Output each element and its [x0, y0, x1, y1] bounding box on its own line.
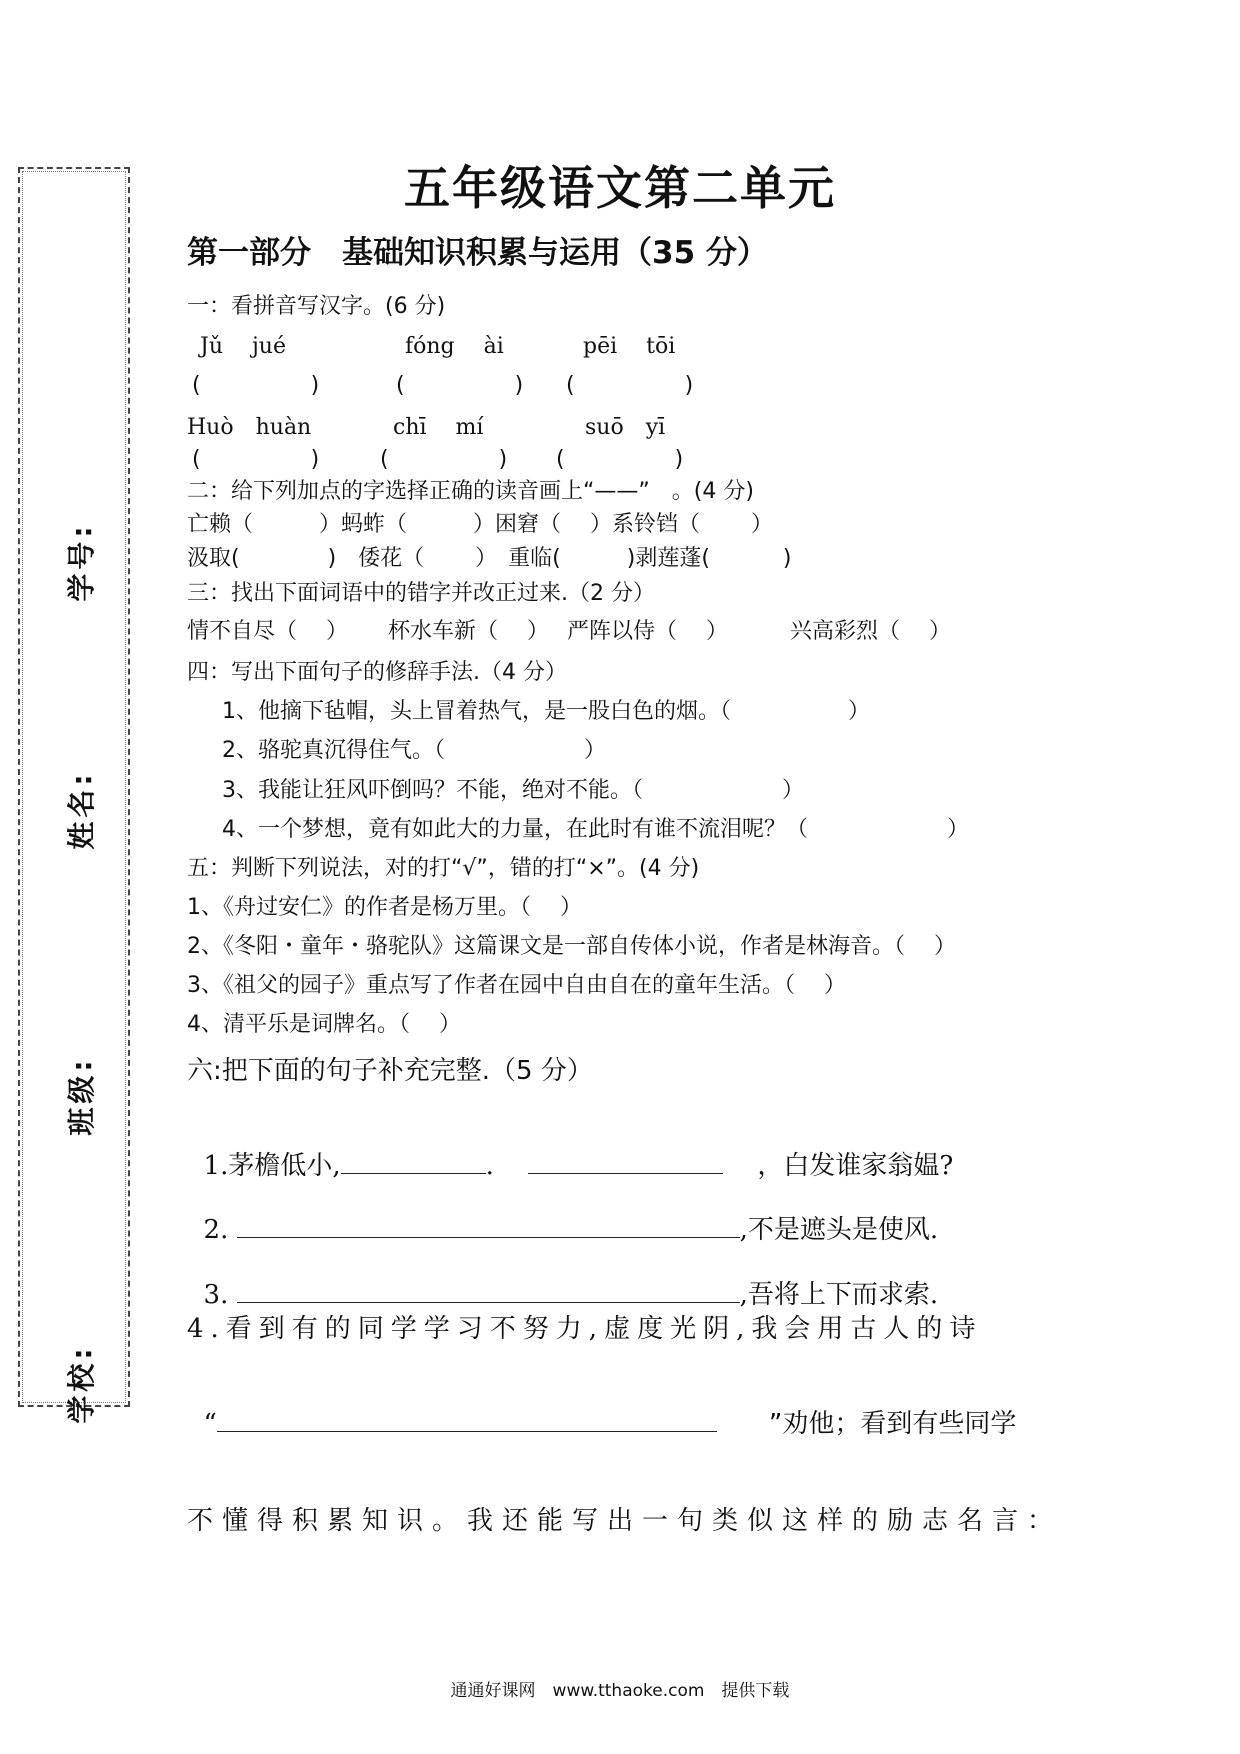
fill-blank-4[interactable] — [217, 1409, 717, 1432]
q6-s2-num: 2. — [203, 1215, 229, 1245]
q6-sentence-1 — [187, 1115, 953, 1182]
fill-blank-1a[interactable] — [341, 1151, 486, 1174]
student-info-box — [18, 167, 130, 1424]
q6-s5-end: ”劝他；看到有些同学 — [768, 1409, 1017, 1439]
q3-line: 情不自尽（ ） 杯水车新（ ） 严阵以侍（ ） 兴高彩烈（ ） — [187, 619, 951, 644]
q4-item-1: 1、他摘下毡帽，头上冒着热气，是一股白色的烟。（ ） — [222, 699, 870, 724]
q6-s2-end: ,不是遮头是使风. — [739, 1215, 939, 1245]
q6-s3-end: ,吾将上下而求索. — [739, 1280, 939, 1310]
class-label: 班级: — [65, 1056, 98, 1136]
q6-sentence-5 — [187, 1373, 1016, 1440]
fill-blank-3[interactable] — [237, 1280, 740, 1303]
q6-s5-quote-open: “ — [203, 1409, 217, 1439]
answer-box-4: ( ) — [192, 447, 320, 472]
answer-box-2: ( ) — [396, 373, 524, 398]
part-one-heading: 第一部分 基础知识积累与运用（35 分） — [187, 235, 768, 271]
q5-item-2: 2、《冬阳・童年・骆驼队》这篇课文是一部自传体小说，作者是林海音。（ ） — [187, 934, 956, 959]
page-footer: 通通好课网 www.tthaoke.com 提供下载 — [450, 1681, 790, 1701]
pinyin-5: chī mí — [393, 415, 484, 440]
answer-box-1: ( ) — [192, 373, 320, 398]
answer-box-3: ( ) — [566, 373, 694, 398]
q5-item-4: 4、清平乐是词牌名。（ ） — [187, 1012, 461, 1037]
q6-s1-end: ，白发谁家翁媪? — [757, 1151, 954, 1181]
q4-item-3: 3、我能让狂风吓倒吗？不能，绝对不能。（ ） — [222, 778, 804, 803]
q6-sentence-3 — [187, 1244, 938, 1311]
student-name-label: 姓名: — [65, 770, 98, 850]
q4-item-2: 2、骆驼真沉得住气。（ ） — [222, 738, 606, 763]
q6-s1-dot: . — [485, 1151, 494, 1181]
q1-heading: 一：看拼音写汉字。(6 分) — [187, 294, 446, 319]
q6-sentence-4: 4.看到有的同学学习不努力,虚度光阴,我会用古人的诗 — [187, 1314, 983, 1344]
fill-blank-1b[interactable] — [528, 1151, 723, 1174]
q2-line-2: 汲取( ) 倭花（ ） 重临( )剥莲蓬( ) — [187, 546, 792, 571]
q5-heading: 五：判断下列说法，对的打“√”，错的打“×”。(4 分) — [187, 856, 700, 881]
page-title: 五年级语文第二单元 — [404, 161, 836, 215]
answer-box-6: ( ) — [556, 447, 684, 472]
q6-sentence-2 — [187, 1179, 938, 1246]
q4-heading: 四：写出下面句子的修辞手法.（4 分） — [187, 660, 567, 685]
q5-item-1: 1、《舟过安仁》的作者是杨万里。（ ） — [187, 895, 582, 920]
pinyin-6: suō yī — [585, 415, 666, 440]
q3-heading: 三：找出下面词语中的错字并改正过来.（2 分） — [187, 581, 655, 606]
fill-blank-2[interactable] — [237, 1215, 740, 1238]
q4-item-4: 4、一个梦想，竟有如此大的力量，在此时有谁不流泪呢？（ ） — [222, 817, 969, 842]
q5-item-3: 3、《祖父的园子》重点写了作者在园中自由自在的童年生活。（ ） — [187, 973, 846, 998]
q2-heading: 二：给下列加点的字选择正确的读音画上“——” 。(4 分) — [187, 479, 754, 504]
student-number-label: 学号: — [65, 522, 98, 602]
pinyin-3: pēi tōi — [583, 334, 676, 359]
answer-box-5: ( ) — [380, 447, 508, 472]
pinyin-2: fóng ài — [405, 334, 504, 359]
pinyin-1: Jǔ jué — [200, 334, 286, 359]
school-label: 学校: — [65, 1344, 98, 1424]
pinyin-4: Huò huàn — [187, 415, 312, 440]
q6-heading: 六:把下面的句子补充完整.（5 分） — [187, 1056, 593, 1086]
q6-s1-start: 1.茅檐低小, — [203, 1151, 341, 1181]
q6-s3-num: 3. — [203, 1280, 229, 1310]
q6-sentence-6: 不懂得积累知识。我还能写出一句类似这样的励志名言： — [187, 1506, 1063, 1536]
q2-line-1: 亡赖（ ）蚂蚱（ ）困窘（ ）系铃铛（ ） — [187, 512, 773, 537]
